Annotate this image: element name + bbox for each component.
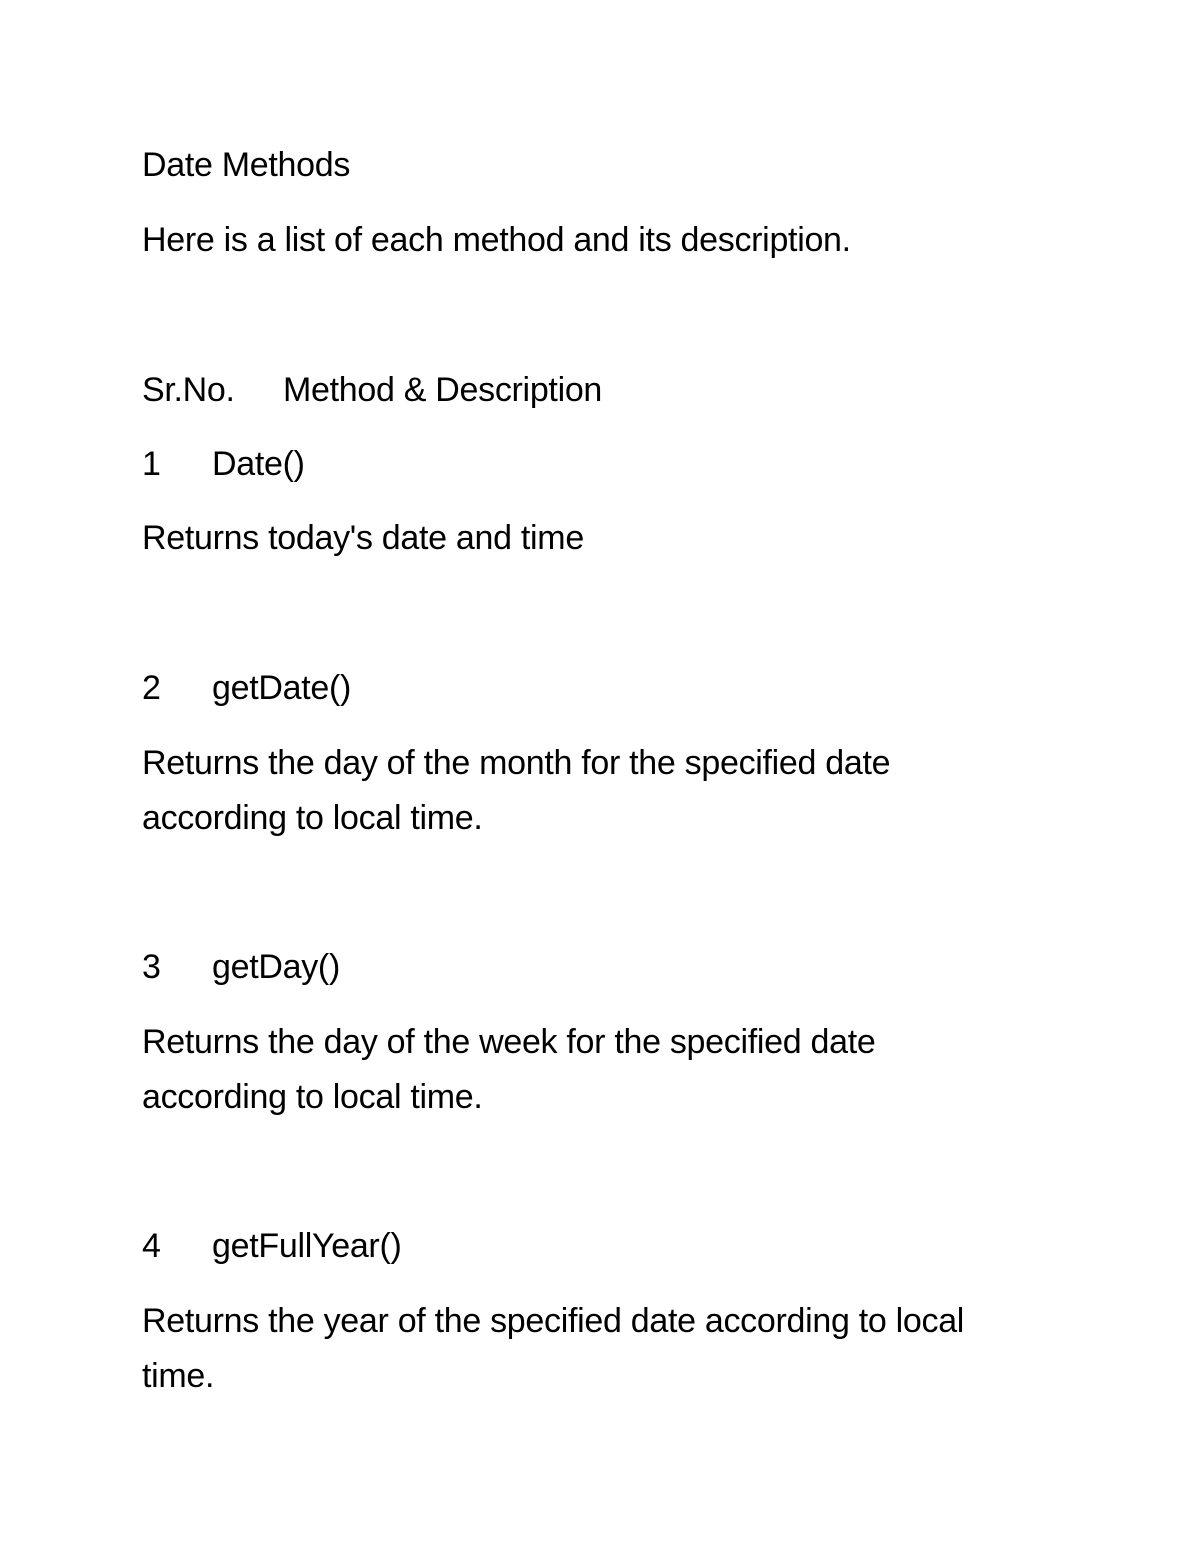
intro-text: Here is a list of each method and its description. <box>142 221 851 259</box>
method-description: Returns the day of the week for the specified date <box>142 1023 876 1061</box>
method-description: time. <box>142 1357 215 1395</box>
method-description: Returns the year of the specified date according to local <box>142 1302 965 1340</box>
method-description: Returns today's date and time <box>142 519 584 557</box>
method-number: 4 <box>142 1227 161 1265</box>
method-name: Date() <box>212 445 305 483</box>
document-title: Date Methods <box>142 146 351 184</box>
method-name: getDate() <box>212 669 352 707</box>
method-number: 3 <box>142 948 161 986</box>
header-method-description: Method & Description <box>283 371 603 409</box>
method-row <box>142 437 305 492</box>
table-header <box>142 363 602 418</box>
method-number: 2 <box>142 669 161 707</box>
method-name: getFullYear() <box>212 1227 402 1265</box>
method-description: Returns the day of the month for the specified date <box>142 744 891 782</box>
method-name: getDay() <box>212 948 340 986</box>
method-description: according to local time. <box>142 1078 483 1116</box>
method-row <box>142 1219 402 1274</box>
method-row <box>142 661 351 716</box>
method-row <box>142 940 340 995</box>
header-srno: Sr.No. <box>142 371 235 409</box>
method-number: 1 <box>142 445 161 483</box>
method-description: according to local time. <box>142 799 483 837</box>
